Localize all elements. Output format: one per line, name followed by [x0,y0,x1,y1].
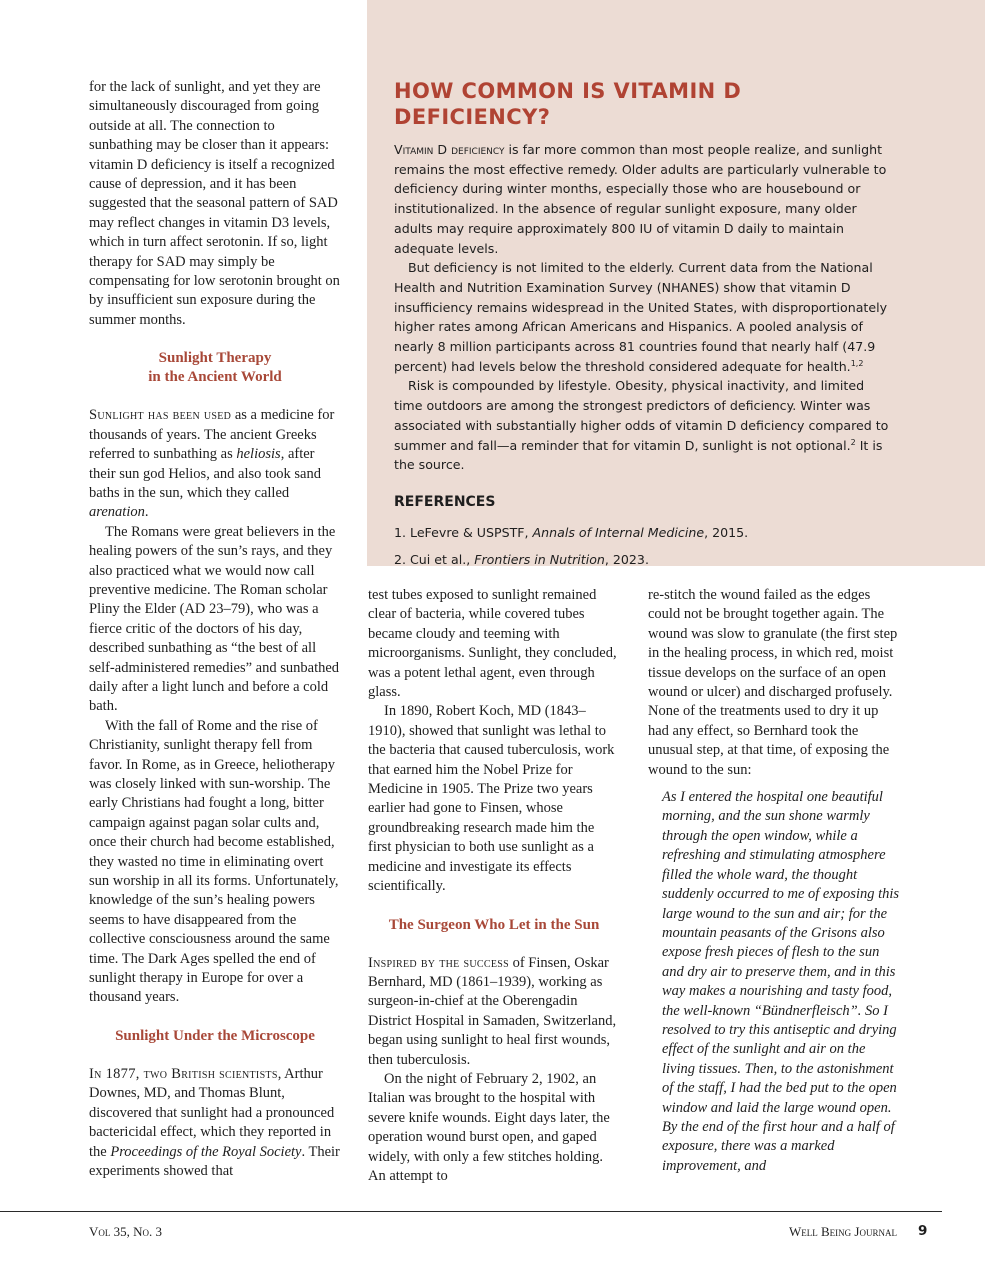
reference-2: 2. Cui et al., Frontiers in Nutrition, 2023. [394,551,649,567]
paragraph: Inspired by the success of Finsen, Oskar Bernhard, MD (1861–1939), working as surgeon-in-chief at the Oberengadin District Hospital in Samaden, Switzerland, began using sunlight to heal first wounds, then tuberculosis. [368,954,617,1068]
paragraph: re-stitch the wound failed as the edges could not be brought together again. The wound was slow to granulate (the first step in the healing process, in which red, moist tissue develops on the surface of an open wound or ulcer) and discharged profusely. None of the treatments used to dry it up had any effect, so Bernhard took the unusual step, at that time, of exposing the wound to the sun: [648,587,898,778]
paragraph: for the lack of sunlight, and yet they are simultaneously discouraged from going outside at all. The connection to sunbathing may be closer than it appears: vitamin D deficiency is itself a recognized cause of depression, and it has been suggested that the seasonal pattern of SAD may reflect changes in vitamin D3 levels, which in turn affect serotonin. If so, light therapy for SAD may simply be compensating for low serotonin brought on by insufficient sun exposure during the summer months. [89,79,340,328]
paragraph: Vitamin D deficiency is far more common than most people realize, and sunlight remains the most effective remedy. Older adults are particularly vulnerable to deficiency during winter months, especially those who are housebound or institutionalized. In the absence of regular sunlight exposure, many older adults may require approximately 800 IU of vitamin D daily to maintain adequate levels. [394,142,887,256]
footnote-ref: 2 [850,437,856,447]
footer-issue: Vol 35, No. 3 [89,1224,163,1239]
sidebar-body [394,140,895,475]
paragraph: Risk is compounded by lifestyle. Obesity, physical inactivity, and limited time outdoors are among the strongest predictors of deficiency. Winter was associated with substantially higher odds of vitamin D deficiency compared to summer and fall—a reminder that for vitamin D, sunlight is not optional.$^2$ It is the source. [394,378,889,473]
footer-rule [0,1211,942,1212]
paragraph: But deficiency is not limited to the elderly. Current data from the National Health and Nutrition Examination Survey (NHANES) show that vitamin D insufficiency remains widespread in the United States, with disproportionately higher rates among African Americans and Hispanics. A pooled analysis of nearly 8 million participants across 81 countries found that nearly half (47.9 percent) had levels below the threshold considered adequate for health.$^{1,2}$ [394,260,888,374]
lead-in: Sunlight has been used [89,407,232,424]
footer-journal-name: Well Being Journal [789,1224,897,1239]
paragraph: test tubes exposed to sunlight remained clear of bacteria, while covered tubes became cloudy and teeming with microorganisms. Sunlight, they concluded, was a potent lethal agent, even through glass. [368,587,617,701]
lead-in: Vitamin D deficiency [394,142,505,157]
sidebar-title: HOW COMMON IS VITAMIN D DEFICIENCY? [394,79,742,129]
references-heading: REFERENCES [394,493,496,510]
section-heading-ancient-world: Sunlight Therapy in the Ancient World [148,350,282,386]
article-column-3 [648,586,900,1176]
paragraph: With the fall of Rome and the rise of Christianity, sunlight therapy fell from favor. In Rome, as in Greece, heliotherapy was closely linked with sun-worship. The early Christians had fought a long, bitter campaign against pagan solar cults and, once their church had become established, they wasted no time in eliminating overt sun worship in all its forms. Unfortunately, knowledge of the sun’s healing powers seems to have disappeared from the collective consciousness around the same time. The Dark Ages spelled the end of sunlight therapy in Europe for over a thousand years. [89,717,339,1006]
paragraph: On the night of February 2, 1902, an Italian was brought to the hospital with severe knife wounds. Eight days later, the operation wound burst open, and gaped widely, with only a few stitches holding. An attempt to [368,1070,610,1184]
sidebar-vitamin-d [367,0,985,566]
lead-in: In 1877, two British scientists [89,1065,278,1082]
block-quote: As I entered the hospital one beautiful morning, and the sun shone warmly through the open window, while a refreshing and stimulating atmosphere filled the whole ward, the thought suddenly occurred to me of exposing this large wound to the sun and air; for the mountain peasants of the Grisons also expose fresh pieces of flesh to the sun and dry air to preserve them, and in this way makes a nourishing and tasty food, the well-known “Bündnerfleisch”. So I resolved to try this antiseptic and drying effect of the sunlight and air on the living tissues. Then, to the astonishment of the staff, I had the bed put to the open window and laid the large wound open. By the end of the first hour and a half of exposure, there was a marked improvement, and [662,789,900,1174]
paragraph: In 1890, Robert Koch, MD (1843–1910), showed that sunlight was lethal to the bacteria that caused tuberculosis, work that earned him the Nobel Prize for Medicine in 1905. The Prize two years earlier had gone to Finsen, whose groundbreaking research made him the first physician to both use sunlight as a medicine and investigate its effects scientifically. [368,703,615,895]
page-number: 9 [918,1223,928,1239]
reference-1: 1. LeFevre & USPSTF, Annals of Internal Medicine, 2015. [394,524,749,540]
article-column-2 [368,586,620,1186]
footnote-ref: 1,2 [850,358,864,368]
paragraph: In 1877, two British scientists, Arthur Downes, MD, and Thomas Blunt, discovered that sunlight had a pronounced bactericidal effect, which they reported in the Proceedings of the Royal Society. Their experiments showed that [89,1065,340,1179]
paragraph: The Romans were great believers in the healing powers of the sun’s rays, and they also practiced what we would now call preventive medicine. The Roman scholar Pliny the Elder (AD 23–79), who was a fierce critic of the doctors of his day, described sunbathing as “the best of all self-administered remedies” and sunbathed daily after a light lunch and before a cold bath. [89,523,340,715]
paragraph: Sunlight has been used as a medicine for thousands of years. The ancient Greeks referred to sunbathing as heliosis, after their sun god Helios, and also took sand baths in the sun, which they called arenation. [89,407,335,521]
section-heading-surgeon: The Surgeon Who Let in the Sun [388,916,600,933]
article-column-1 [89,78,341,1181]
lead-in: Inspired by the success [368,954,509,971]
section-heading-microscope: Sunlight Under the Microscope [115,1027,315,1044]
